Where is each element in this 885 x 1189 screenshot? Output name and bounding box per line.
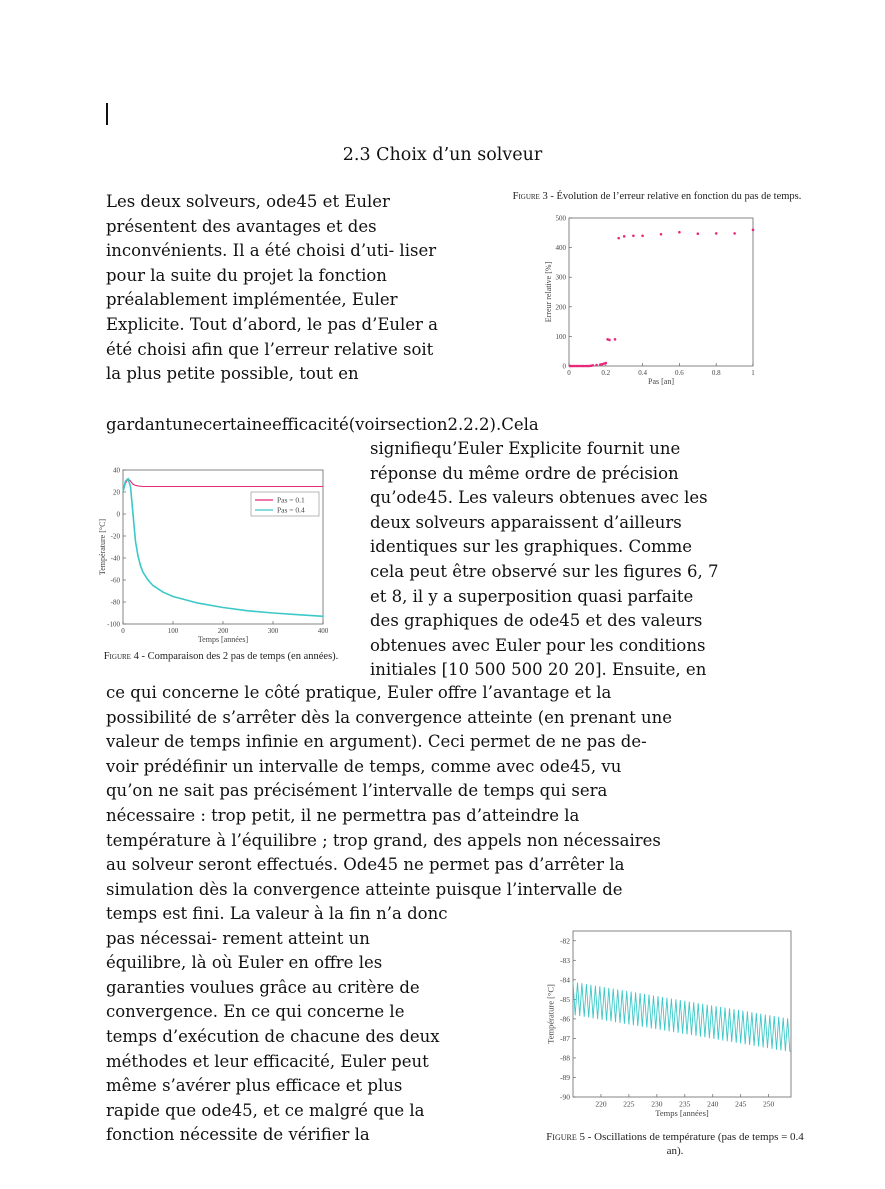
text-line: pas nécessai- rement atteint un xyxy=(106,928,370,948)
text-line: préalablement implémentée, Euler xyxy=(106,290,398,310)
paragraph-block-4 xyxy=(106,902,447,1148)
fig3-data-point xyxy=(614,338,617,341)
fig4-x-tick-label: 200 xyxy=(217,627,229,635)
text-line: équilibre, là où Euler en offre les xyxy=(106,953,383,973)
text-line: temps est fini. La valeur à la fin n’a donc xyxy=(106,904,448,923)
text-line: Les deux solveurs, ode45 et Euler xyxy=(106,192,390,211)
paragraph-block-2 xyxy=(370,437,718,683)
paragraph-block-1 xyxy=(106,190,438,387)
fig4-x-tick-label: 100 xyxy=(167,627,179,635)
fig3-y-tick-label: 0 xyxy=(562,362,566,371)
text-line: qu’on ne sait pas précisément l’intervalle de temps qui sera xyxy=(106,781,608,801)
figure-5-label: Figure 5 xyxy=(546,1131,585,1143)
text-line: simulation dès la convergence atteinte puisque l’intervalle de xyxy=(106,879,623,899)
fig5-y-tick-label: -88 xyxy=(560,1053,570,1063)
text-line: cela peut être observé sur les figures 6, 7 xyxy=(370,561,719,581)
text-line: et 8, il y a superposition quasi parfaite xyxy=(370,586,694,606)
fig3-y-tick-label: 300 xyxy=(555,273,566,282)
text-line: réponse du même ordre de précision xyxy=(370,463,679,483)
fig4-y-tick-label: -100 xyxy=(107,620,120,629)
figure-5-caption xyxy=(545,1130,805,1158)
text-line: même s’avérer plus efficace et plus xyxy=(106,1076,403,1096)
fig3-x-axis-label: Pas [an] xyxy=(648,377,674,386)
text-line: présentent des avantages et des xyxy=(106,216,377,236)
text-line: température à l’équilibre ; trop grand, des appels non nécessaires xyxy=(106,830,661,850)
fig5-y-tick-label: -90 xyxy=(560,1092,570,1102)
fig4-y-tick-label: -80 xyxy=(110,598,120,607)
fig3-data-point xyxy=(595,364,598,367)
fig3-x-tick-label: 0.4 xyxy=(638,369,647,377)
figure-5-chart xyxy=(535,925,800,1130)
fig5-x-tick-label: 250 xyxy=(763,1099,775,1109)
fig4-y-tick-label: -60 xyxy=(110,576,120,585)
text-line: ce qui concerne le côté pratique, Euler offre l’avantage et la xyxy=(106,683,612,702)
fig3-data-point xyxy=(641,234,644,237)
fig4-y-tick-label: -40 xyxy=(110,554,120,563)
fig5-x-axis-label: Temps [années] xyxy=(655,1108,709,1118)
fig5-x-tick-label: 235 xyxy=(679,1099,691,1109)
fig3-data-point xyxy=(678,231,681,234)
fig5-x-tick-label: 230 xyxy=(651,1099,663,1109)
fig5-y-tick-label: -83 xyxy=(560,955,570,965)
fig3-data-point xyxy=(632,234,635,237)
figure-3-label: Figure 3 xyxy=(512,191,548,202)
text-line: deux solveurs apparaissent d’ailleurs xyxy=(370,512,682,532)
fig3-x-tick-label: 0 xyxy=(567,369,571,377)
fig3-x-tick-label: 0.8 xyxy=(711,369,721,377)
text-line: été choisi afin que l’erreur relative soit xyxy=(106,339,434,359)
fig3-x-tick-label: 0.2 xyxy=(601,369,611,377)
fig5-x-tick-label: 220 xyxy=(595,1099,607,1109)
fig5-x-tick-label: 240 xyxy=(707,1099,719,1109)
fig5-y-tick-label: -86 xyxy=(560,1014,570,1024)
fig3-y-tick-label: 200 xyxy=(555,303,566,312)
fig4-x-tick-label: 300 xyxy=(267,627,279,635)
text-line: qu’ode45. Les valeurs obtenues avec les xyxy=(370,488,708,508)
fig3-x-tick-label: 1 xyxy=(751,369,755,377)
fig5-y-tick-label: -89 xyxy=(560,1073,570,1083)
fig5-y-tick-label: -85 xyxy=(560,994,570,1004)
figure-4-caption xyxy=(100,650,342,663)
fig3-data-point xyxy=(623,235,626,238)
fig4-y-tick-label: -20 xyxy=(110,532,120,541)
fig5-y-tick-label: -87 xyxy=(560,1034,570,1044)
fig3-y-tick-label: 400 xyxy=(555,244,566,253)
paragraph-line-full: gardantunecertaineefficacité(voirsection2.2.2).Cela xyxy=(106,415,539,434)
text-line: identiques sur les graphiques. Comme xyxy=(370,537,693,557)
text-line: pour la suite du projet la fonction xyxy=(106,265,387,285)
text-line: valeur de temps infinie en argument). Ceci permet de ne pas de- xyxy=(106,732,647,752)
figure-5-text: - Oscillations de température (pas de temps = 0.4 an). xyxy=(585,1131,804,1157)
text-line: initiales [10 500 500 20 20]. Ensuite, en xyxy=(370,660,707,680)
text-line: possibilité de s’arrêter dès la convergence atteinte (en prenant une xyxy=(106,707,672,727)
fig5-y-tick-label: -84 xyxy=(560,975,570,985)
fig3-data-point xyxy=(608,339,611,342)
fig4-legend-label: Pas = 0.4 xyxy=(277,505,305,515)
fig5-x-tick-label: 245 xyxy=(735,1099,747,1109)
fig4-y-tick-label: 40 xyxy=(113,466,120,475)
fig3-y-axis-label: Erreur relative [%] xyxy=(543,261,553,323)
text-line: nécessaire : trop petit, il ne permettra pas d’atteindre la xyxy=(106,805,580,825)
section-heading: 2.3 Choix d’un solveur xyxy=(342,145,543,165)
fig3-data-point xyxy=(605,362,608,365)
text-line: au solveur seront effectués. Ode45 ne permet pas d’arrêter la xyxy=(106,855,625,875)
fig4-x-axis-label: Temps [années] xyxy=(197,635,249,644)
text-line: temps d’exécution de chacune des deux xyxy=(106,1026,440,1046)
text-line: convergence. En ce qui concerne le xyxy=(106,1002,405,1022)
figure-3-chart xyxy=(535,210,760,390)
figure-4-label: Figure 4 xyxy=(103,651,139,662)
fig3-data-point xyxy=(697,232,700,235)
fig5-x-tick-label: 225 xyxy=(623,1099,635,1109)
fig3-y-tick-label: 500 xyxy=(555,214,566,223)
text-line: signifiequ’Euler Explicite fournit une xyxy=(370,439,681,458)
paragraph-block-3 xyxy=(106,681,672,902)
fig3-y-tick-label: 100 xyxy=(555,332,566,341)
fig4-y-tick-label: 0 xyxy=(116,510,120,519)
text-line: obtenues avec Euler pour les conditions xyxy=(370,635,706,655)
text-line: méthodes et leur efficacité, Euler peut xyxy=(106,1051,429,1071)
fig4-y-tick-label: 20 xyxy=(113,488,120,497)
fig4-x-tick-label: 400 xyxy=(317,627,329,635)
figure-3-caption xyxy=(492,191,822,202)
text-line: des graphiques de ode45 et des valeurs xyxy=(370,611,703,631)
figure-3-text: - Évolution de l’erreur relative en fonction du pas de temps. xyxy=(547,191,802,202)
fig3-data-point xyxy=(660,233,663,236)
figure-4-chart xyxy=(85,462,335,647)
text-line: fonction nécessite de vérifier la xyxy=(106,1125,370,1145)
text-line: voir prédéfinir un intervalle de temps, comme avec ode45, vu xyxy=(106,756,622,776)
fig3-data-point xyxy=(592,364,595,367)
text-line: rapide que ode45, et ce malgré que la xyxy=(106,1100,425,1120)
fig4-y-axis-label: Température [°C] xyxy=(97,518,107,576)
fig4-x-tick-label: 0 xyxy=(121,627,125,635)
text-line: la plus petite possible, tout en xyxy=(106,364,359,384)
fig5-y-axis-label: Température [°C] xyxy=(545,984,556,1044)
text-line: Explicite. Tout d’abord, le pas d’Euler a xyxy=(106,314,438,334)
fig3-data-point xyxy=(733,232,736,235)
fig5-y-tick-label: -82 xyxy=(560,936,570,946)
fig3-plot-frame xyxy=(569,218,753,366)
text-cursor xyxy=(106,103,108,125)
fig3-data-point xyxy=(752,229,755,232)
fig3-data-point xyxy=(715,232,718,235)
fig4-legend-label: Pas = 0.1 xyxy=(277,495,305,505)
text-line: inconvénients. Il a été choisi d’uti- liser xyxy=(106,241,437,261)
figure-4-text: - Comparaison des 2 pas de temps (en années). xyxy=(138,651,339,662)
fig3-data-point xyxy=(617,237,620,240)
fig3-x-tick-label: 0.6 xyxy=(675,369,684,377)
text-line: garanties voulues grâce au critère de xyxy=(106,977,420,997)
